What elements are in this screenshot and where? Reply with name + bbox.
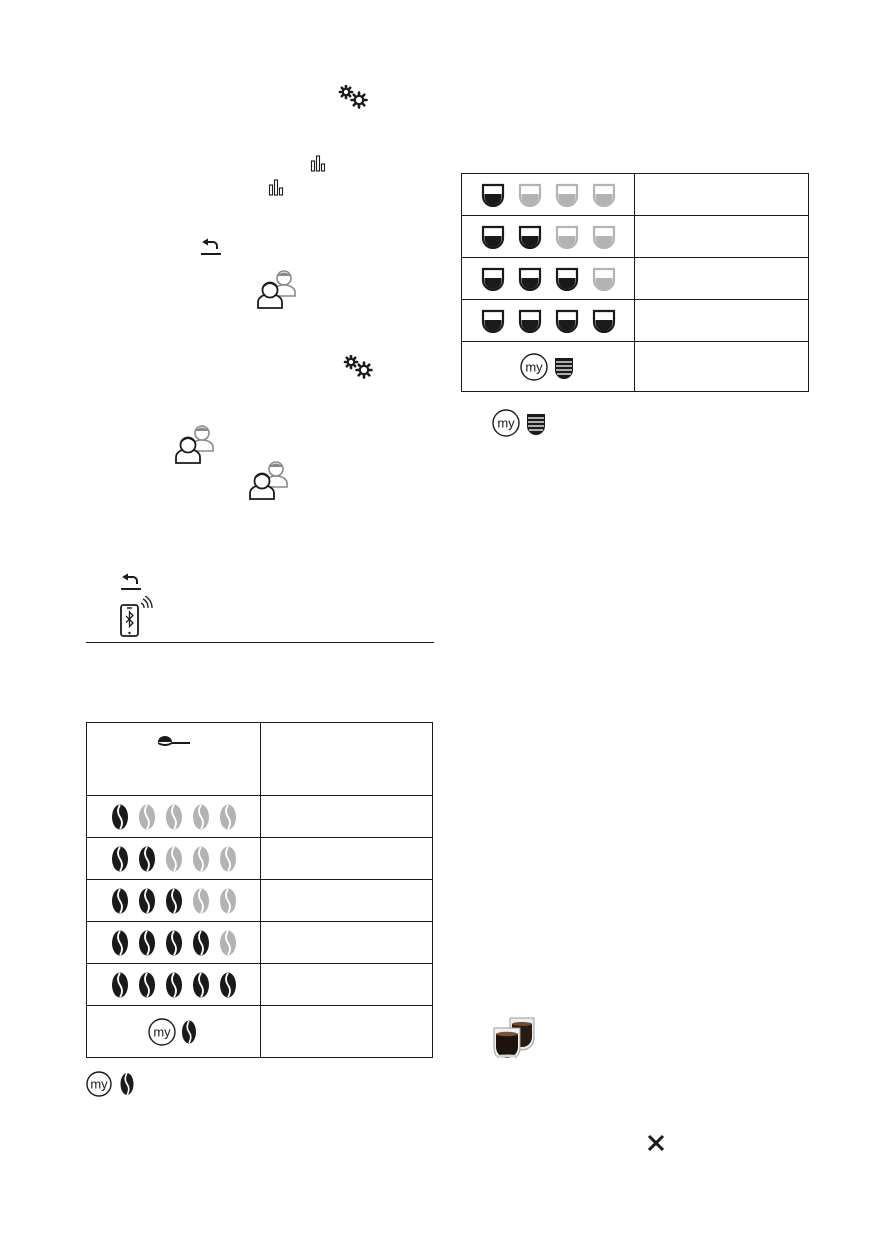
coffee-bean-icon-empty <box>219 930 237 956</box>
table-header-row <box>87 723 433 796</box>
espresso-cup-icon-empty <box>592 225 616 249</box>
coffee-bean-icon-filled <box>111 846 129 872</box>
table-row <box>87 922 433 964</box>
espresso-cup-icon-filled <box>555 267 579 291</box>
bean-level-cell <box>87 880 261 922</box>
espresso-cup-icon-filled <box>518 267 542 291</box>
bean-level-cell <box>87 964 261 1006</box>
row-label <box>261 964 433 1006</box>
row-label <box>635 258 809 300</box>
smartphone-bluetooth-icon <box>119 596 155 638</box>
back-arrow-icon <box>119 573 143 591</box>
table-row <box>462 174 809 216</box>
cup-level-cell <box>462 258 635 300</box>
coffee-bean-icon-filled <box>138 888 156 914</box>
espresso-cup-icon-empty <box>555 225 579 249</box>
coffee-bean-icon-filled <box>138 972 156 998</box>
coffee-bean-icon-empty <box>138 804 156 830</box>
table-row <box>87 838 433 880</box>
espresso-cup-icon-empty <box>555 183 579 207</box>
table-row-my <box>87 1006 433 1058</box>
close-x-icon <box>647 1134 665 1152</box>
espresso-cup-icon-filled <box>481 225 505 249</box>
svg-text:my: my <box>90 1076 108 1092</box>
coffee-bean-icon-filled <box>111 972 129 998</box>
row-label <box>261 1006 433 1058</box>
ground-coffee-scoop-icon <box>157 733 191 747</box>
espresso-cup-icon-filled <box>481 267 505 291</box>
row-label <box>261 796 433 838</box>
coffee-bean-icon-empty <box>219 804 237 830</box>
espresso-cup-icon-empty <box>518 183 542 207</box>
coffee-bean-icon-filled <box>138 930 156 956</box>
espresso-cup-icon-filled <box>592 309 616 333</box>
my-bean-icon <box>148 1017 200 1047</box>
coffee-bean-icon-empty <box>165 804 183 830</box>
cup-size-table <box>461 173 809 392</box>
coffee-bean-icon-filled <box>111 888 129 914</box>
bean-level-cell <box>87 922 261 964</box>
two-espresso-cups-icon <box>492 1012 536 1058</box>
bar-chart-icon <box>310 155 326 172</box>
my-badge-icon <box>86 1070 138 1098</box>
espresso-cup-icon-filled <box>481 183 505 207</box>
espresso-cup-icon-filled <box>518 225 542 249</box>
section-divider <box>86 642 434 643</box>
scoop-cell <box>87 723 261 796</box>
coffee-bean-icon-filled <box>165 930 183 956</box>
coffee-bean-icon-filled <box>192 972 210 998</box>
table-row <box>87 880 433 922</box>
my-cell <box>87 1006 261 1058</box>
coffee-bean-icon-empty <box>165 846 183 872</box>
espresso-cup-icon-filled <box>481 309 505 333</box>
svg-text:my: my <box>497 415 515 431</box>
bean-level-cell <box>87 796 261 838</box>
espresso-cup-icon-filled <box>555 309 579 333</box>
row-label <box>261 880 433 922</box>
cup-level-cell <box>462 300 635 342</box>
my-cup-icon <box>520 352 576 382</box>
user-profiles-icon <box>174 420 218 464</box>
row-label <box>635 216 809 258</box>
coffee-bean-icon-empty <box>219 846 237 872</box>
coffee-bean-icon-filled <box>111 804 129 830</box>
table-row <box>462 216 809 258</box>
coffee-bean-icon-empty <box>192 804 210 830</box>
row-label <box>635 174 809 216</box>
coffee-bean-icon-filled <box>192 930 210 956</box>
row-label <box>261 838 433 880</box>
svg-text:my: my <box>152 1024 171 1039</box>
table-row <box>462 300 809 342</box>
scoop-label <box>261 723 433 796</box>
user-profiles-icon <box>256 265 300 309</box>
table-row <box>462 258 809 300</box>
coffee-strength-table <box>86 722 433 1058</box>
bean-level-cell <box>87 838 261 880</box>
coffee-bean-icon-filled <box>165 888 183 914</box>
gears-icon <box>343 355 375 381</box>
coffee-bean-icon-filled <box>111 930 129 956</box>
espresso-cup-icon-empty <box>592 183 616 207</box>
svg-text:my: my <box>525 359 543 374</box>
cup-level-cell <box>462 174 635 216</box>
my-cell <box>462 342 635 392</box>
gears-icon <box>338 85 370 111</box>
row-label <box>635 342 809 392</box>
coffee-bean-icon-empty <box>219 888 237 914</box>
cup-level-cell <box>462 216 635 258</box>
coffee-bean-icon-empty <box>192 888 210 914</box>
espresso-cup-icon-empty <box>592 267 616 291</box>
coffee-bean-icon-empty <box>192 846 210 872</box>
espresso-cup-icon-filled <box>518 309 542 333</box>
coffee-bean-icon-filled <box>138 846 156 872</box>
table-row <box>87 796 433 838</box>
row-label <box>261 922 433 964</box>
coffee-bean-icon-filled <box>165 972 183 998</box>
coffee-bean-icon-filled <box>219 972 237 998</box>
user-profiles-icon <box>248 456 292 500</box>
table-row <box>87 964 433 1006</box>
bar-chart-icon <box>268 179 284 196</box>
my-badge-icon <box>492 408 548 438</box>
row-label <box>635 300 809 342</box>
table-row-my <box>462 342 809 392</box>
back-arrow-icon <box>199 238 223 256</box>
